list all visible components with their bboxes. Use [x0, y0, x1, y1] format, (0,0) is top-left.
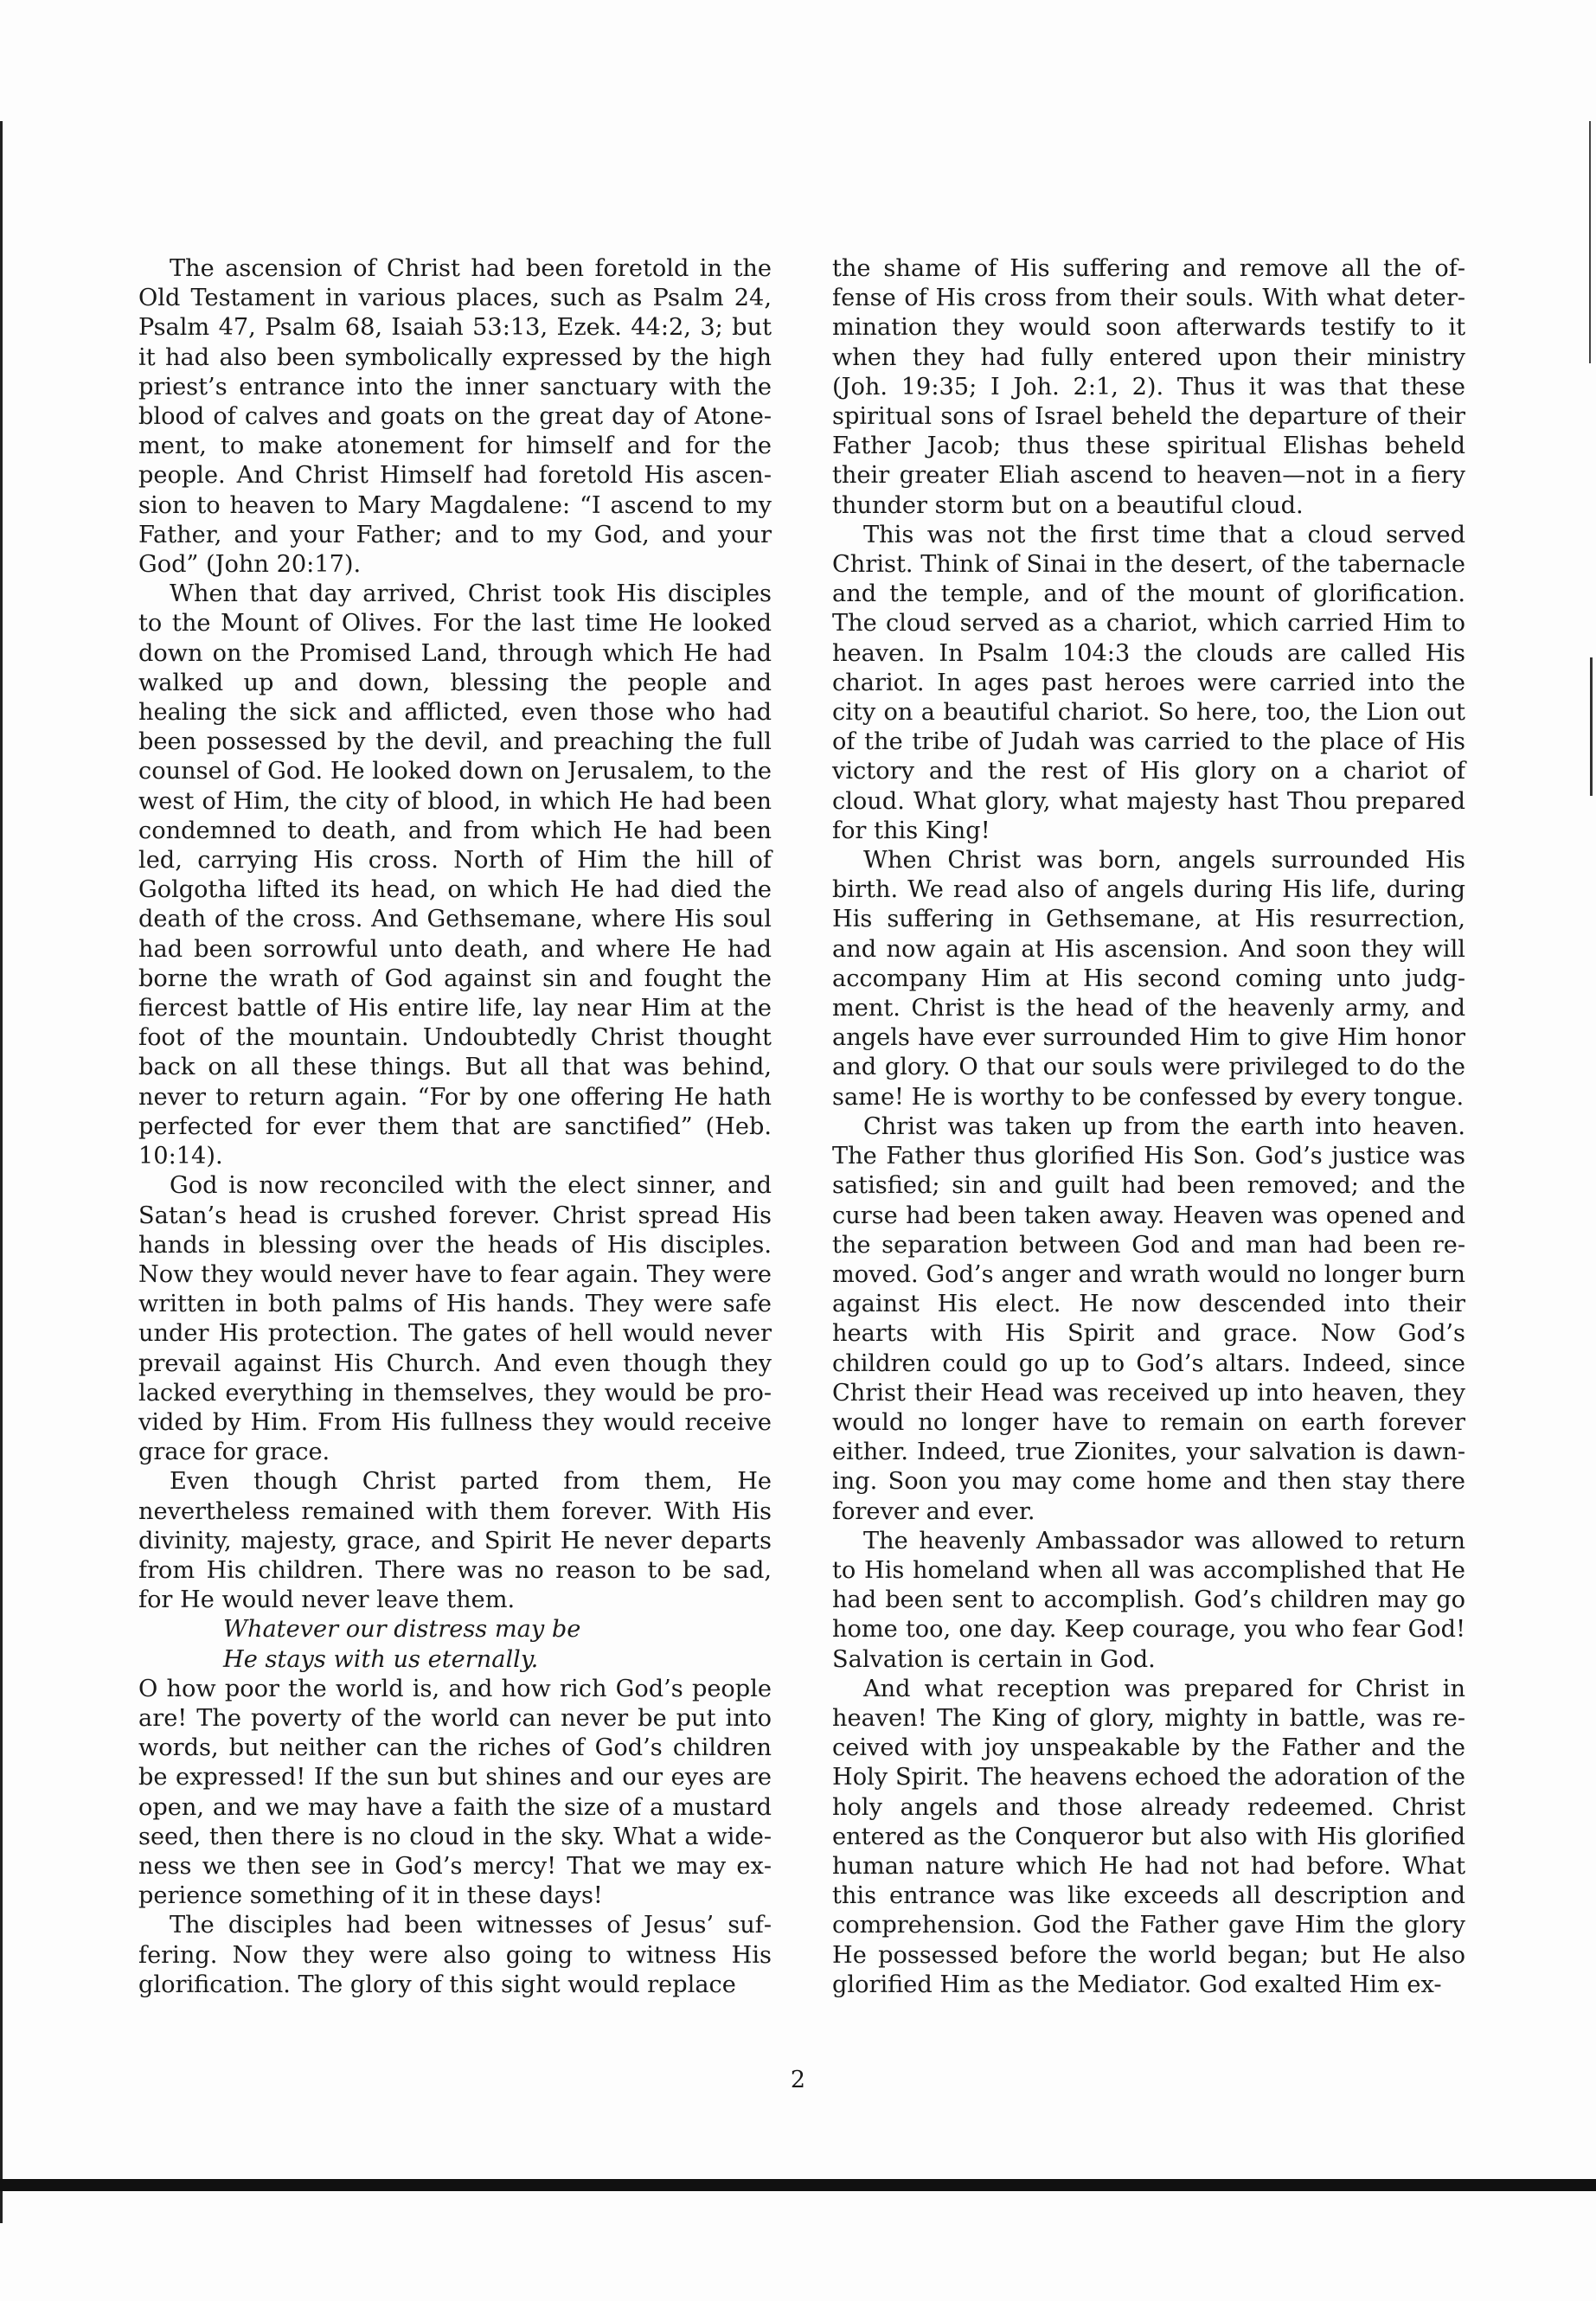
paragraph: God is now reconciled with the elect sinner, and Satan’s head is crushed forever. Christ spread His hands in blessing over the heads of His disciples. Now they would never have to fear again. They were written in both palms of His hands. They were safe under His protection. The gates of hell would never prevail against His Church. And even though they lacked everything in themselves, they would be provided by Him. From His fullness they would receive grace for grace. — [138, 1172, 772, 1466]
scan-edge-right-top — [1589, 121, 1591, 363]
verse-line: He stays with us eternally. — [223, 1645, 539, 1673]
paragraph: This was not the first time that a cloud served Christ. Think of Sinai in the desert, of the tabernacle and the temple, and of the mount of glorification. The cloud served as a chariot, which carried Him to heaven. In Psalm 104:3 the clouds are called His chariot. In ages past heroes were carried into the city on a beautiful chariot. So here, too, the Lion out of the tribe of Judah was carried to the place of His victory and the rest of His glory on a chariot of cloud. What glory, what majesty hast Thou prepared for this King! — [832, 521, 1465, 844]
paragraph: When that day arrived, Christ took His disciples to the Mount of Olives. For the last time He looked down on the Promised Land, through which He had walked up and down, blessing the people and healing the sick and afflicted, even those who had been possessed by the devil, and preaching the full counsel of God. He looked down on Jerusalem, to the west of Him, the city of blood, in which He had been condemned to death, and from which He had been led, carrying His cross. North of Him the hill of Golgotha lifted its head, on which He had died the death of the cross. And Gethsemane, where His soul had been sorrowful unto death, and where He had borne the wrath of God against sin and fought the fiercest battle of His entire life, lay near Him at the foot of the mountain. Undoubtedly Christ thought back on all these things. But all that was behind, never to return again. “For by one offering He hath perfected for ever them that are sanctified” (Heb. 10:14). — [138, 580, 772, 1170]
page-number: 2 — [790, 2067, 806, 2093]
paragraph: The heavenly Ambassador was allowed to return to His homeland when all was accomplished that He had been sent to accomplish. God’s children may go home too, one day. Keep courage, you who fear God! Salvation is certain in God. — [832, 1527, 1465, 1673]
scan-edge-bottom — [0, 2179, 1596, 2191]
paragraph: And what reception was prepared for Christ in heaven! The King of glory, mighty in battle, was received with joy unspeakable by the Father and the Holy Spirit. The heavens echoed the adoration of the holy angels and those already redeemed. Christ entered as the Conqueror but also with His glorified human nature which He had not had before. What this entrance was like exceeds all description and comprehension. God the Father gave Him the glory He possessed before the world began; but He also glorified Him as the Mediator. God exalted Him ex- — [832, 1675, 1465, 1998]
paragraph: When Christ was born, angels surrounded His birth. We read also of angels during His life, during His suffering in Gethsemane, at His resurrection, and now again at His ascension. And soon they will accompany Him at His second coming unto judgment. Christ is the head of the heavenly army, and angels have ever surrounded Him to give Him honor and glory. O that our souls were privileged to do the same! He is worthy to be confessed by every tongue. — [832, 847, 1465, 1111]
paragraph: the shame of His suffering and remove all the offense of His cross from their souls. With what determination they would soon afterwards testify to it when they had fully entered upon their ministry (Joh. 19:35; I Joh. 2:1, 2). Thus it was that these spiritual sons of Israel beheld the departure of their Father Jacob; thus these spiritual Elishas beheld their greater Eliah ascend to heaven—not in a fiery thunder storm but on a beautiful cloud. — [832, 255, 1465, 519]
paragraph: The ascension of Christ had been foretold in the Old Testament in various places, such as Psalm 24, Psalm 47, Psalm 68, Isaiah 53:13, Ezek. 44:2, 3; but it had also been symbolically expressed by the high priest’s entrance into the inner sanctuary with the blood of calves and goats on the great day of Atonement, to make atonement for himself and for the people. And Christ Himself had foretold His ascension to heaven to Mary Magdalene: “I ascend to my Father, and your Father; and to my God, and your God” (John 20:17). — [138, 255, 772, 579]
scan-edge-left — [0, 121, 3, 2223]
paragraph: Christ was taken up from the earth into heaven. The Father thus glorified His Son. God’s justice was satisfied; sin and guilt had been removed; and the curse had been taken away. Heaven was opened and the separation between God and man had been removed. God’s anger and wrath would no longer burn against His elect. He now descended into their hearts with His Spirit and grace. Now God’s children could go up to God’s altars. Indeed, since Christ their Head was received up into heaven, they would no longer have to remain on earth forever either. Indeed, true Zionites, your salvation is dawning. Soon you may come home and then stay there forever and ever. — [832, 1112, 1465, 1525]
scan-edge-right-mid — [1590, 657, 1593, 796]
paragraph: Even though Christ parted from them, He nevertheless remained with them forever. With His divinity, majesty, grace, and Spirit He never departs from His children. There was no reason to be sad, for He would never leave them. — [138, 1468, 772, 1614]
paragraph: The disciples had been witnesses of Jesus’ suffering. Now they were also going to witness His glorification. The glory of this sight would replace — [138, 1912, 772, 1998]
paragraph: O how poor the world is, and how rich God’s people are! The poverty of the world can never be put into words, but neither can the riches of God’s children be expressed! If the sun but shines and our eyes are open, and we may have a faith the size of a mustard seed, then there is no cloud in the sky. What a wideness we then see in God’s mercy! That we may experience something of it in these days! — [138, 1675, 772, 1910]
verse-line: Whatever our distress may be — [223, 1616, 581, 1644]
right-column — [832, 254, 1465, 2000]
left-column — [138, 254, 772, 2000]
